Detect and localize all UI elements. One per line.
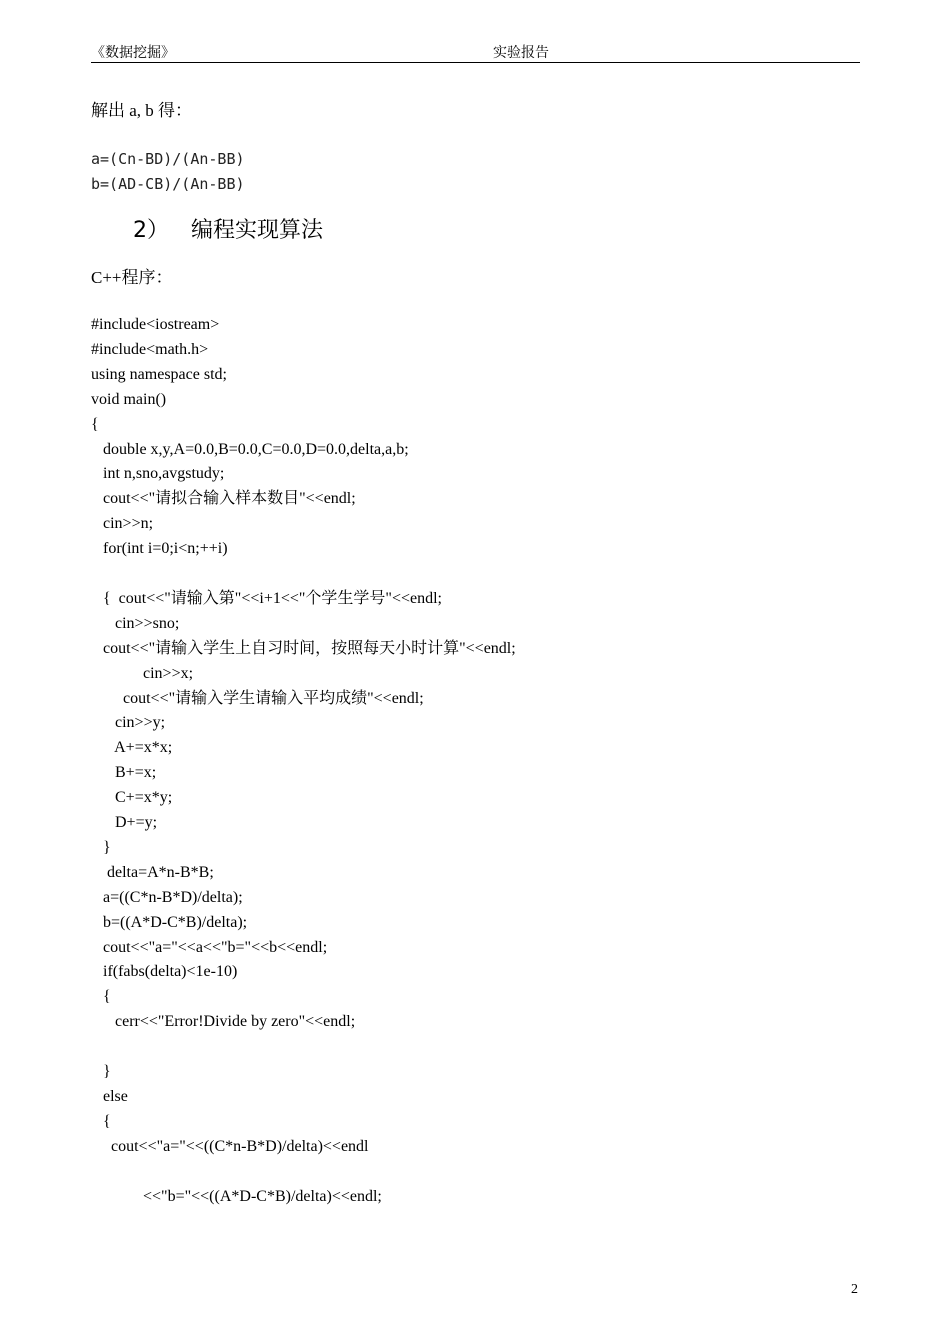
code-line: if(fabs(delta)<1e-10)	[91, 963, 238, 980]
code-line: {	[91, 1113, 111, 1130]
code-line: B+=x;	[91, 764, 157, 781]
formula-a: a=(Cn-BD)/(An-BB)	[91, 150, 245, 168]
formula-b: b=(AD-CB)/(An-BB)	[91, 175, 245, 193]
program-label: C++程序：	[91, 268, 173, 287]
code-line: {	[91, 416, 99, 433]
page-header	[91, 42, 860, 63]
code-line: cout<<"请输入学生请输入平均成绩"<<endl;	[91, 690, 424, 707]
code-line: #include<iostream>	[91, 316, 220, 333]
code-line: cout<<"a="<<a<<"b="<<b<<endl;	[91, 939, 328, 956]
section-number: 2）	[133, 218, 169, 243]
code-line: cerr<<"Error!Divide by zero"<<endl;	[91, 1013, 356, 1030]
code-line: #include<math.h>	[91, 341, 209, 358]
code-line: cout<<"a="<<((C*n-B*D)/delta)<<endl	[91, 1138, 369, 1155]
code-line: cin>>x;	[91, 665, 194, 682]
code-line: int n,sno,avgstudy;	[91, 465, 225, 482]
code-line: A+=x*x;	[91, 739, 173, 756]
code-line: double x,y,A=0.0,B=0.0,C=0.0,D=0.0,delta,a,b;	[91, 441, 409, 458]
header-course-title: 《数据挖掘》	[91, 46, 175, 61]
code-line: for(int i=0;i<n;++i)	[91, 540, 228, 557]
code-line: }	[91, 1063, 111, 1080]
code-line: a=((C*n-B*D)/delta);	[91, 889, 243, 906]
code-line: }	[91, 839, 111, 856]
code-line: delta=A*n-B*B;	[91, 864, 214, 881]
code-line: { cout<<"请输入第"<<i+1<<"个学生学号"<<endl;	[91, 590, 443, 607]
code-line: b=((A*D-C*B)/delta);	[91, 914, 248, 931]
code-line: using namespace std;	[91, 366, 227, 383]
code-line: cin>>y;	[91, 714, 166, 731]
code-line: C+=x*y;	[91, 789, 173, 806]
section-title: 编程实现算法	[191, 218, 324, 243]
intro-text: 解出 a, b 得：	[91, 101, 193, 120]
page-number: 2	[851, 1282, 858, 1297]
code-line: D+=y;	[91, 814, 158, 831]
section-heading	[133, 216, 323, 246]
code-line: <<"b="<<((A*D-C*B)/delta)<<endl;	[91, 1188, 382, 1205]
code-line: cin>>sno;	[91, 615, 180, 632]
header-report-title: 实验报告	[493, 46, 549, 61]
code-line: cin>>n;	[91, 515, 154, 532]
code-line: cout<<"请拟合输入样本数目"<<endl;	[91, 490, 356, 507]
code-line: cout<<"请输入学生上自习时间，按照每天小时计算"<<endl;	[91, 640, 516, 657]
code-line: {	[91, 988, 111, 1005]
code-line: else	[91, 1088, 128, 1105]
code-line: void main()	[91, 391, 167, 408]
